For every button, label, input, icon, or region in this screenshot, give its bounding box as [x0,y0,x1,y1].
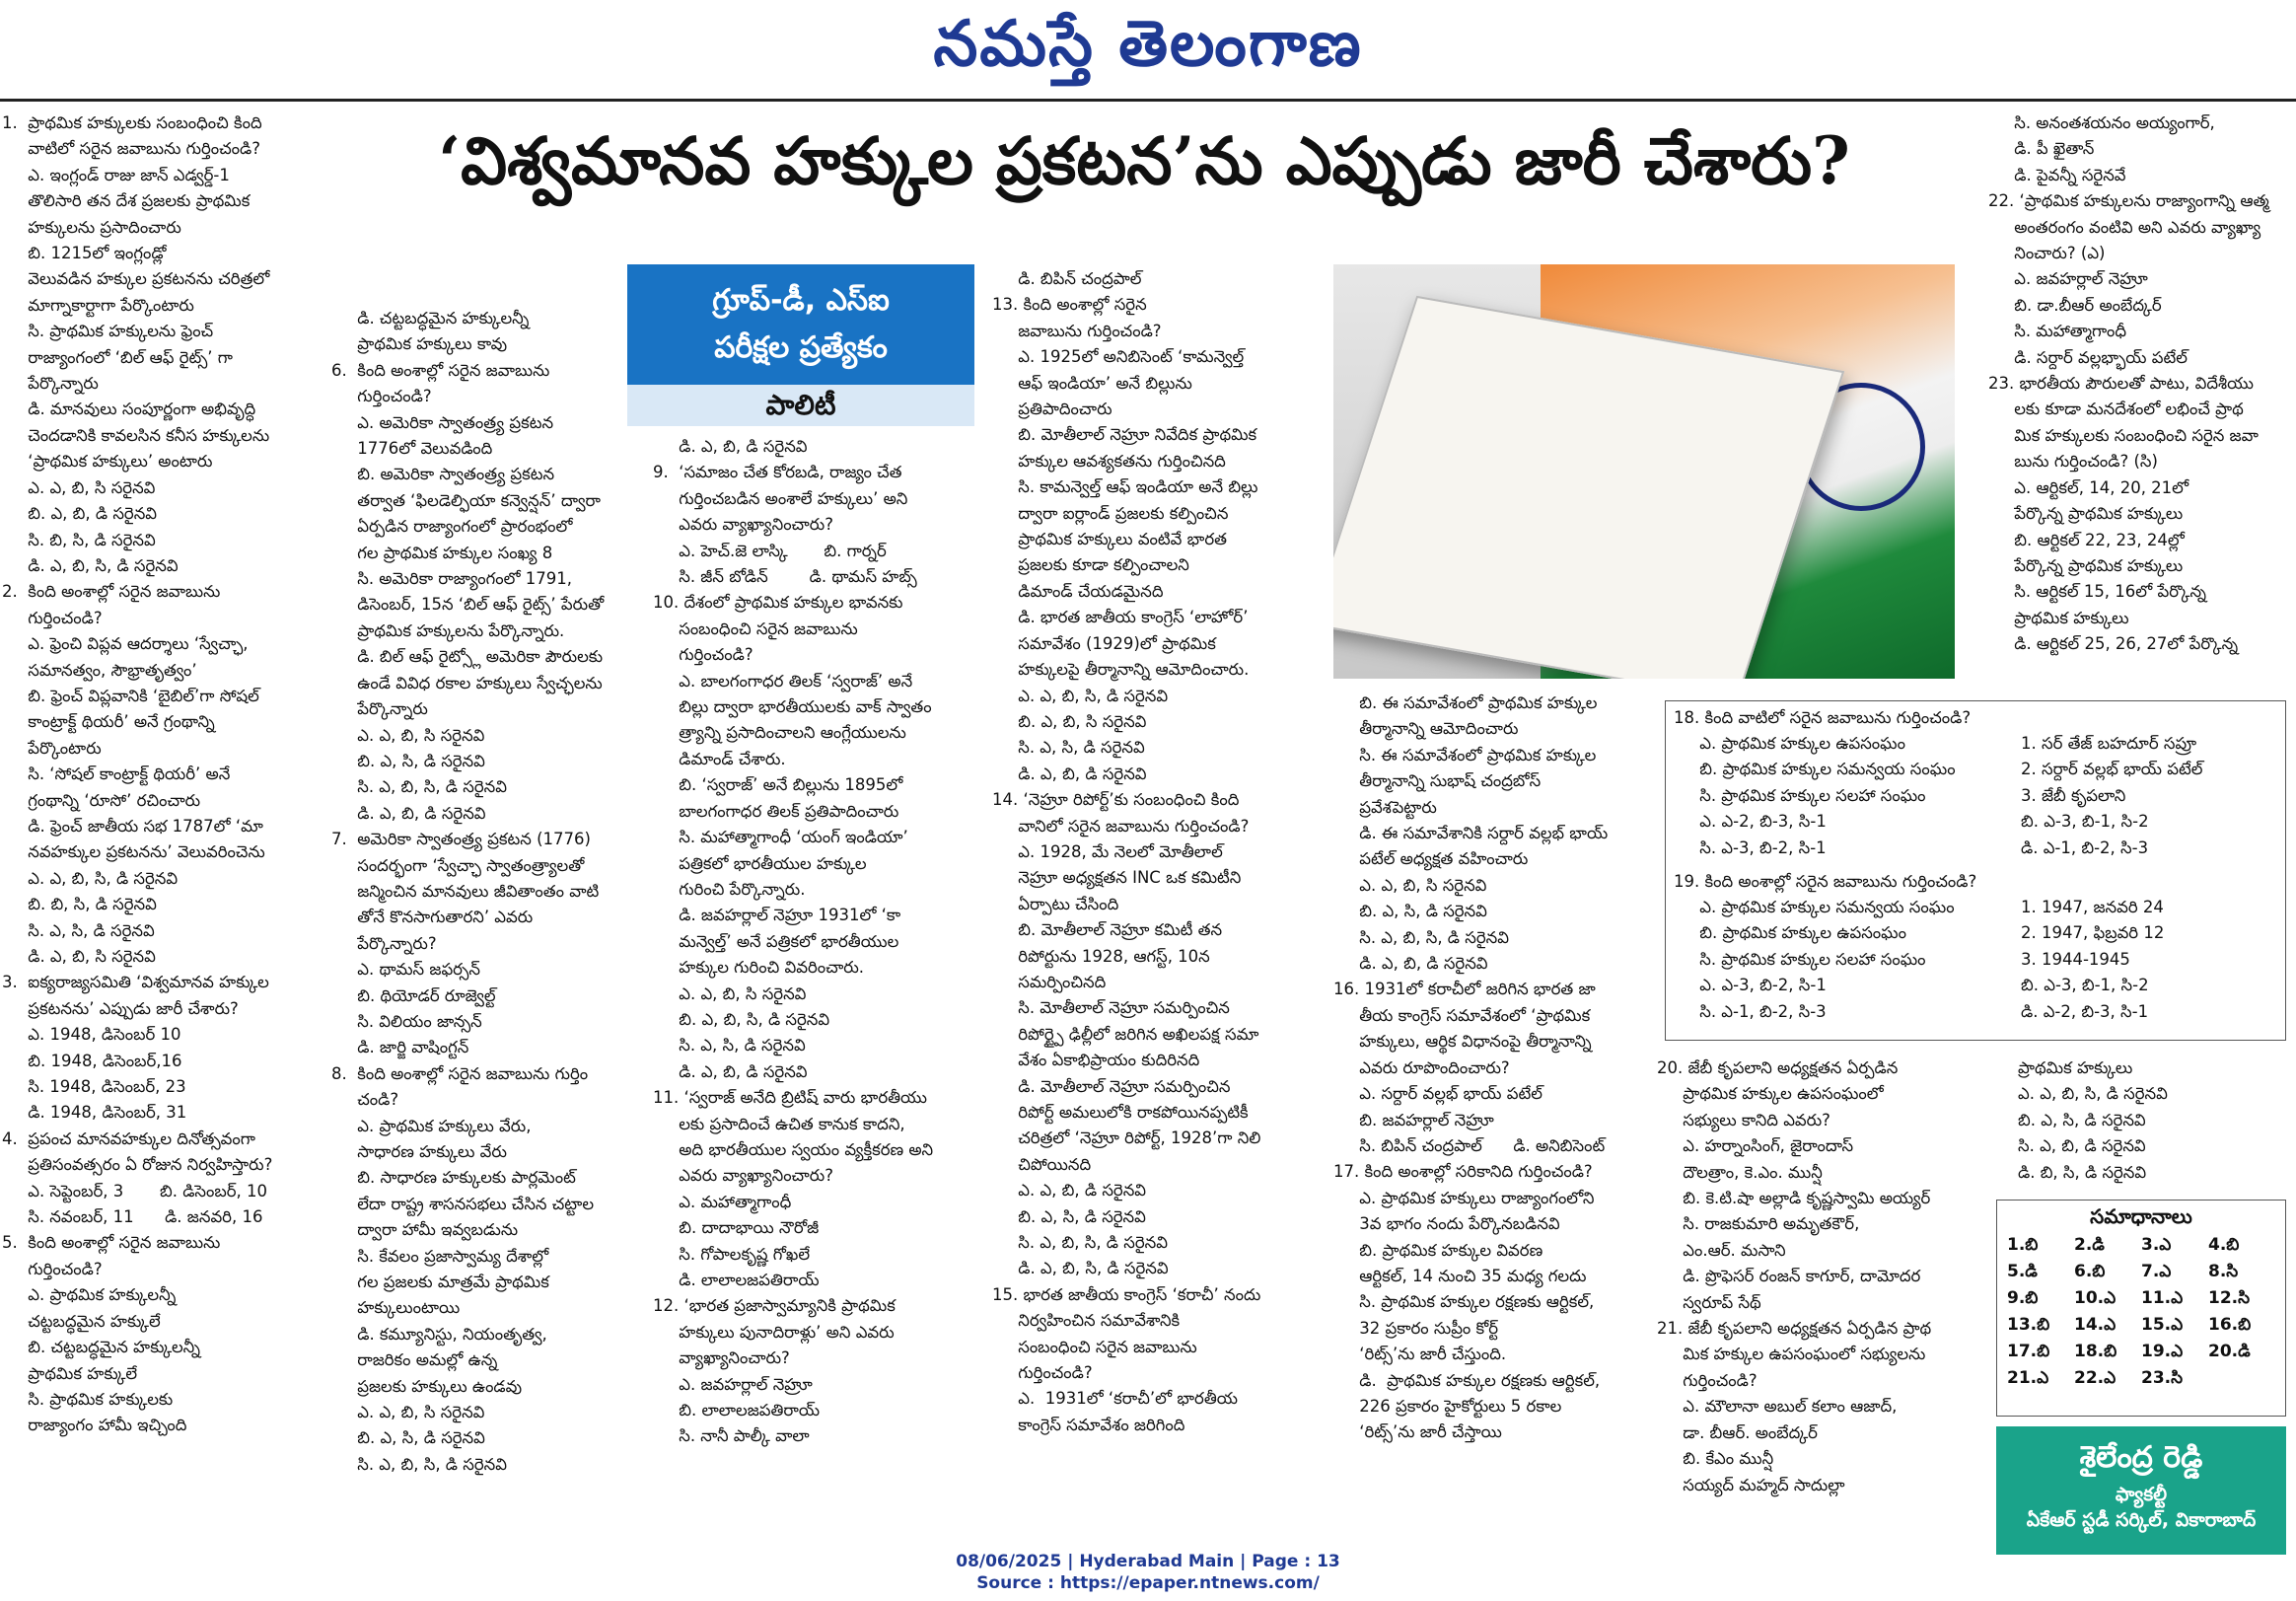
answer-item: 6.బి [2074,1262,2106,1281]
answer-item: 23.సి [2141,1368,2184,1388]
column-3: డి. ఎ, బి, డి సరైనవి 9. ‘సమాజం చేత కోరబడి, రాజ్యం చేత గుర్తించబడిన అంశాలే హక్కులు’ అని ఎవరు వ్యాఖ్యానించారు? ఎ. హెచ్.జె లాస్కి బి. గార్నర్ సి. జీన్ బోడిన్ డి. థామస్ హబ్స్ 10. దేశంలో ప్రాథమిక హక్కుల భావనకు సంబంధించి సరైన జవాబును గుర్తించండి? ఎ. బాలగంగాధర తిలక్ ‘స్వరాజ్’ అనే బిల్లు ద్వారా భారతీయులకు వాక్ స్వాతం త్ర్యాన్ని ప్రసాదించాలని ఆంగ్లేయులను డిమాండ్ చేశారు. బి. ‘స్వరాజ్’ అనే బిల్లును 1895లో బాలగంగాధర తిలక్ ప్రతిపాదించారు సి. మహాత్మాగాంధీ ‘యంగ్ ఇండియా’ పత్రికలో భారతీయుల హక్కుల గురించి పేర్కొన్నారు. డి. జవహర్లాల్ నెహ్రూ 1931లో ‘కా మన్వెల్త్’ అనే పత్రికలో భారతీయుల హక్కుల గురించి వివరించారు. ఎ. ఎ, బి, సి సరైనవి బి. ఎ, బి, సి, డి సరైనవి సి. ఎ, సి, డి సరైనవి డి. ఎ, బి, డి సరైనవి 11. ‘స్వరాజ్ అనేది బ్రిటిష్ వారు భారతీయు లకు ప్రసాదించే ఉచిత కానుక కాదని, అది భారతీయుల స్వయం వ్యక్తీకరణ అని ఎవరు వ్యాఖ్యానించారు? ఎ. మహాత్మాగాంధీ బి. దాదాభాయి నౌరోజీ సి. గోపాలకృష్ణ గోఖలే డి. లాలాలజపతిరాయ్ 12. ‘భారత ప్రజాస్వామ్యానికి ప్రాథమిక హక్కులు పునాదిరాళ్లు’ అని ఎవరు వ్యాఖ్యానించారు? ఎ. జవహర్లాల్ నెహ్రూ బి. లాలాలజపతిరాయ్ సి. నానీ పాల్కీ వాలా [653,437,934,1446]
answer-item: 5.డి [2007,1262,2038,1281]
footer-edition: 08/06/2025 | Hyderabad Main | Page : 13 [956,1552,1340,1571]
q18-matches: 1. సర్ తేజ్ బహదూర్ సప్రూ 2. సర్దార్ వల్లభ్ భాయ్ పటేల్ 3. జేబీ కృపలాని బి. ఎ-3, బి-1, సి-2 డి. ఎ-1, బి-2, సి-3 [2021,734,2203,857]
answer-item: 11.ఎ [2141,1288,2184,1308]
answer-item: 4.బి [2208,1235,2240,1255]
q19-stem: 19. కింది అంశాల్లో సరైన జవాబును గుర్తించండి? [1674,872,1977,891]
question-18-19-box [1665,700,2286,1041]
answer-item: 13.బి [2007,1315,2050,1335]
column-8: ప్రాథమిక హక్కులు ఎ. ఎ, బి, సి, డి సరైనవి బి. ఎ, సి, డి సరైనవి సి. ఎ, బి, డి సరైనవి డి. బి, సి, డి సరైనవి [2018,1058,2168,1182]
masthead [0,0,2296,99]
q19-matches: 1. 1947, జనవరి 24 2. 1947, ఫిబ్రవరి 12 3. 1944-1945 బి. ఎ-3, బి-1, సి-2 డి. ఎ-2, బి-3, సి-1 [2021,898,2165,1021]
column-2: డి. చట్టబద్ధమైన హక్కులన్నీ ప్రాథమిక హక్కులు కావు 6. కింది అంశాల్లో సరైన జవాబును గుర్తించండి? ఎ. అమెరికా స్వాతంత్ర్య ప్రకటన 1776లో వెలువడింది బి. అమెరికా స్వాతంత్ర్య ప్రకటన తర్వాత ‘ఫిలడెల్ఫియా కన్వెన్షన్’ ద్వారా ఏర్పడిన రాజ్యాంగంలో ప్రారంభంలో గల ప్రాథమిక హక్కుల సంఖ్య 8 సి. అమెరికా రాజ్యాంగంలో 1791, డిసెంబర్, 15న ‘బిల్ ఆఫ్ రైట్స్’ పేరుతో ప్రాథమిక హక్కులను పేర్కొన్నారు. డి. బిల్ ఆఫ్ రైట్స్లో అమెరికా పౌరులకు ఉండే వివిధ రకాల హక్కులు స్వేచ్ఛలను పేర్కొన్నారు ఎ. ఎ, బి, సి సరైనవి బి. ఎ, సి, డి సరైనవి సి. ఎ, బి, సి, డి సరైనవి డి. ఎ, బి, డి సరైనవి 7. అమెరికా స్వాతంత్ర్య ప్రకటన (1776) సందర్భంగా ‘స్వేచ్ఛా స్వాతంత్ర్యాలతో జన్మించిన మానవులు జీవితాంతం వాటి తోనే కొనసాగుతారని’ ఎవరు పేర్కొన్నారు? ఎ. థామస్ జఫర్సన్ బి. థియోడర్ రూజ్వెల్ట్ సి. విలియం జాన్సన్ డి. జార్జి వాషింగ్టన్ 8. కింది అంశాల్లో సరైన జవాబును గుర్తిం చండి? ఎ. ప్రాథమిక హక్కులు వేరు, సాధారణ హక్కులు వేరు బి. సాధారణ హక్కులకు పార్లమెంట్ లేదా రాష్ట్ర శాసనసభలు చేసిన చట్టాల ద్వారా హామీ ఇవ్వబడును సి. కేవలం ప్రజాస్వామ్య దేశాల్లో గల ప్రజలకు మాత్రమే ప్రాథమిక హక్కులుంటాయి డి. కమ్యూనిస్టు, నియంతృత్వ, రాజరికం అమల్లో ఉన్న ప్రజలకు హక్కులు ఉండవు ఎ. ఎ, బి, సి సరైనవి బి. ఎ, సి, డి సరైనవి సి. ఎ, బి, సి, డి సరైనవి [331,309,605,1474]
answer-item: 18.బి [2074,1342,2117,1361]
q18-stem: 18. కింది వాటిలో సరైన జవాబును గుర్తించండి? [1674,708,1972,727]
column-4: డి. బిపిన్ చంద్రపాల్ 13. కింది అంశాల్లో సరైన జవాబును గుర్తించండి? ఎ. 1925లో అనిబిసెంట్ ‘కామన్వెల్త్ ఆఫ్ ఇండియా’ అనే బిల్లును ప్రతిపాదించారు బి. మోతీలాల్ నెహ్రూ నివేదిక ప్రాథమిక హక్కుల ఆవశ్యకతను గుర్తించినది సి. కామన్వెల్త్ ఆఫ్ ఇండియా అనే బిల్లు ద్వారా ఐర్లాండ్ ప్రజలకు కల్పించిన ప్రాథమిక హక్కులు వంటివే భారత ప్రజలకు కూడా కల్పించాలని డిమాండ్ చేయడమైనది డి. భారత జాతీయ కాంగ్రెస్ ‘లాహోర్’ సమావేశం (1929)లో ప్రాథమిక హక్కులపై తీర్మానాన్ని ఆమోదించారు. ఎ. ఎ, బి, సి, డి సరైనవి బి. ఎ, బి, సి సరైనవి సి. ఎ, సి, డి సరైనవి డి. ఎ, బి, డి సరైనవి 14. ‘నెహ్రూ రిపోర్ట్’కు సంబంధించి కింది వానిలో సరైన జవాబును గుర్తించండి? ఎ. 1928, మే నెలలో మోతీలాల్ నెహ్రూ అధ్యక్షతన INC ఒక కమిటీని ఏర్పాటు చేసింది బి. మోతీలాల్ నెహ్రూ కమిటీ తన రిపోర్టును 1928, ఆగస్ట్, 10న సమర్పించినది సి. మోతీలాల్ నెహ్రూ సమర్పించిన రిపోర్ట్పై ఢిల్లీలో జరిగిన అఖిలపక్ష సమా వేశం ఏకాభిప్రాయం కుదిరినది డి. మోతీలాల్ నెహ్రూ సమర్పించిన రిపోర్ట్ అమలులోకి రాకపోయినప్పటికీ చరిత్రలో ‘నెహ్రూ రిపోర్ట్, 1928’గా నిలి చిపోయినది ఎ. ఎ, బి, డి సరైనవి బి. ఎ, సి, డి సరైనవి సి. ఎ, బి, సి, డి సరైనవి డి. ఎ, బి, సి, డి సరైనవి 15. భారత జాతీయ కాంగ్రెస్ ‘కరాచీ’ నందు నిర్వహించిన సమావేశానికి సంబంధించి సరైన జవాబును గుర్తించండి? ఎ. 1931లో ‘కరాచీ’లో భారతీయ కాంగ్రెస్ సమావేశం జరిగింది [992,269,1261,1434]
q19-options: ఎ. ప్రాథమిక హక్కుల సమన్వయ సంఘం బి. ప్రాథమిక హక్కుల ఉపసంఘం సి. ప్రాథమిక హక్కుల సలహా సంఘం ఎ. ఎ-3, బి-2, సి-1 సి. ఎ-1, బి-2, సి-3 [1699,898,1955,1021]
section-box-line2: పరీక్షల ప్రత్యేకం [714,330,888,365]
answer-item: 16.బి [2208,1315,2252,1335]
section-box-line1: గ్రూప్-డీ, ఎస్ఐ [712,283,890,318]
q18-options: ఎ. ప్రాథమిక హక్కుల ఉపసంఘం బి. ప్రాథమిక హక్కుల సమన్వయ సంఘం సి. ప్రాథమిక హక్కుల సలహా సంఘం ఎ. ఎ-2, బి-3, సి-1 సి. ఎ-3, బి-2, సి-1 [1699,734,1956,857]
footer-source: Source : https://epaper.ntnews.com/ [976,1573,1320,1593]
answer-item: 9.బి [2007,1288,2039,1308]
answer-item: 12.సి [2208,1288,2251,1308]
masthead-logo: నమస్తే తెలంగాణ [933,7,1363,81]
constitution-book-image [1333,264,1955,679]
answer-item: 3.ఎ [2141,1235,2172,1255]
section-box-title [627,264,974,385]
answer-item: 17.బి [2007,1342,2050,1361]
answers-title: సమాధానాలు [2090,1204,2192,1228]
author-box [1996,1426,2286,1555]
answer-item: 10.ఎ [2074,1288,2117,1308]
author-role: ఫ్యాకల్టీ [2115,1484,2168,1505]
answer-item: 8.సి [2208,1262,2239,1281]
author-name: శైలేంద్ర రెడ్డి [2079,1440,2203,1475]
headline: ‘విశ్వమానవ హక్కుల ప్రకటన’ను ఎప్పుడు జారీ చేశారు? [438,122,1850,199]
section-box [627,264,974,424]
answer-item: 7.ఎ [2141,1262,2172,1281]
answer-item: 15.ఎ [2141,1315,2184,1335]
answers-box [1996,1200,2286,1417]
page-footer [0,1551,2296,1594]
masthead-rule [0,99,2296,102]
answer-item: 20.డి [2208,1342,2251,1361]
column-6: 20. జేబీ కృపలాని అధ్యక్షతన ఏర్పడిన ప్రాథమిక హక్కుల ఉపసంఘంలో సభ్యులు కానిది ఎవరు? ఎ. హర్నాంసింగ్, జైరాందాస్ దౌలత్రాం, కె.ఎం. మున్షీ బి. కె.టి.షా అల్లాడి కృష్ణస్వామి అయ్యర్ సి. రాజకుమారి అమృతకౌర్, ఎం.ఆర్. మసాని డి. ప్రొఫెసర్ రంజన్ కాగూర్, దామోదర స్వరూప్ సేథ్ 21. జేబీ కృపలాని అధ్యక్షతన ఏర్పడిన ప్రాథ మిక హక్కుల ఉపసంఘంలో సభ్యులను గుర్తించండి? ఎ. మౌలానా అబుల్ కలాం ఆజాద్, డా. బీఆర్. అంబేద్కర్ బి. కేఎం మున్షీ సయ్యద్ మహ్మద్ సాదుల్లా [1657,1058,1932,1494]
answer-item: 14.ఎ [2074,1315,2117,1335]
answer-item: 2.డి [2074,1235,2105,1255]
answer-item: 1.బి [2007,1235,2039,1255]
column-5: బి. ఈ సమావేశంలో ప్రాథమిక హక్కుల తీర్మానాన్ని ఆమోదించారు సి. ఈ సమావేశంలో ప్రాథమిక హక్కుల తీర్మానాన్ని సుభాష్ చంద్రబోస్ ప్రవేశపెట్టారు డి. ఈ సమావేశానికి సర్దార్ వల్లభ్ భాయ్ పటేల్ అధ్యక్షత వహించారు ఎ. ఎ, బి, సి సరైనవి బి. ఎ, సి, డి సరైనవి సి. ఎ, బి, సి, డి సరైనవి డి. ఎ, బి, డి సరైనవి 16. 1931లో కరాచీలో జరిగిన భారత జా తీయ కాంగ్రెస్ సమావేశంలో ‘ప్రాథమిక హక్కులు, ఆర్థిక విధానంపై తీర్మానాన్ని ఎవరు రూపొందించారు? ఎ. సర్దార్ వల్లభ్ భాయ్ పటేల్ బి. జవహర్లాల్ నెహ్రూ సి. బిపిన్ చంద్రపాల్ డి. అనిబిసెంట్ 17. కింది అంశాల్లో సరికానిది గుర్తించండి? ఎ. ప్రాథమిక హక్కులు రాజ్యాంగంలోని 3వ భాగం నందు పేర్కొనబడినవి బి. ప్రాథమిక హక్కుల వివరణ ఆర్టికల్, 14 నుంచి 35 మధ్య గలదు సి. ప్రాథమిక హక్కుల రక్షణకు ఆర్టికల్, 32 ప్రకారం సుప్రీం కోర్ట్ ‘రిట్స్’ను జారీ చేస్తుంది. డి. ప్రాథమిక హక్కుల రక్షణకు ఆర్టికల్, 226 ప్రకారం హైకోర్టులు 5 రకాల ‘రిట్స్’ను జారీ చేస్తాయి [1333,693,1609,1442]
answer-item: 19.ఎ [2141,1342,2184,1361]
answer-item: 21.ఎ [2007,1368,2049,1388]
column-7: సి. అనంతశయనం అయ్యంగార్, డి. పీ ఖైతాన్ డి. పైవన్నీ సరైనవే 22. ‘ప్రాథమిక హక్కులను రాజ్యాంగాన్ని ఆత్మ అంతరంగం వంటివి అని ఎవరు వ్యాఖ్యా నించారు? (ఎ) ఎ. జవహర్లాల్ నెహ్రూ బి. డా.బీఆర్ అంబేద్కర్ సి. మహాత్మాగాంధీ డి. సర్దార్ వల్లభ్భాయ్ పటేల్ 23. భారతీయ పౌరులతో పాటు, విదేశీయు లకు కూడా మనదేశంలో లభించే ప్రాథ మిక హక్కులకు సంబంధించి సరైన జవా బును గుర్తించండి? (సి) ఎ. ఆర్టికల్, 14, 20, 21లో పేర్కొన్న ప్రాథమిక హక్కులు బి. ఆర్టికల్ 22, 23, 24ల్లో పేర్కొన్న ప్రాథమిక హక్కులు సి. ఆర్టికల్ 15, 16లో పేర్కొన్న ప్రాథమిక హక్కులు డి. ఆర్టికల్ 25, 26, 27లో పేర్కొన్న [1988,113,2269,654]
column-1: 1. ప్రాథమిక హక్కులకు సంబంధించి కింది వాటిలో సరైన జవాబును గుర్తించండి? ఎ. ఇంగ్లండ్ రాజు జాన్ ఎడ్వర్డ్-1 తొలిసారి తన దేశ ప్రజలకు ప్రాథమిక హక్కులను ప్రసాదించారు బి. 1215లో ఇంగ్లండ్లో వెలువడిన హక్కుల ప్రకటనను చరిత్రలో మాగ్నాకార్టాగా పేర్కొంటారు సి. ప్రాథమిక హక్కులను ఫ్రెంచ్ రాజ్యాంగంలో ‘బిల్ ఆఫ్ రైట్స్’ గా పేర్కొన్నారు డి. మానవులు సంపూర్ణంగా అభివృద్ధి చెందడానికి కావలసిన కనీస హక్కులను ‘ప్రాథమిక హక్కులు’ అంటారు ఎ. ఎ, బి, సి సరైనవి బి. ఎ, బి, డి సరైనవి సి. బి, సి, డి సరైనవి డి. ఎ, బి, సి, డి సరైనవి 2. కింది అంశాల్లో సరైన జవాబును గుర్తించండి? ఎ. ఫ్రెంచి విప్లవ ఆదర్శాలు ‘స్వేచ్ఛా, సమానత్వం, సౌభ్రాతృత్వం’ బి. ఫ్రెంచ్ విప్లవానికి ‘బైబిల్’గా సోషల్ కాంట్రాక్ట్ థియరీ’ అనే గ్రంథాన్ని పేర్కొంటారు సి. ‘సోషల్ కాంట్రాక్ట్ థియరీ’ అనే గ్రంథాన్ని ‘రూసో’ రచించారు డి. ఫ్రెంచ్ జాతీయ సభ 1787లో ‘మా నవహక్కుల ప్రకటనను’ వెలువరించెను ఎ. ఎ, బి, సి, డి సరైనవి బి. బి, సి, డి సరైనవి సి. ఎ, సి, డి సరైనవి డి. ఎ, బి, సి సరైనవి 3. ఐక్యరాజ్యసమితి ‘విశ్వమానవ హక్కుల ప్రకటనను’ ఎప్పుడు జారీ చేశారు? ఎ. 1948, డిసెంబర్ 10 బి. 1948, డిసెంబర్,16 సి. 1948, డిసెంబర్, 23 డి. 1948, డిసెంబర్, 31 4. ప్రపంచ మానవహక్కుల దినోత్సవంగా ప్రతిసంవత్సరం ఏ రోజున నిర్వహిస్తారు? ఎ. సెప్టెంబర్, 3 బి. డిసెంబర్, 10 సి. నవంబర్, 11 డి. జనవరి, 16 5. కింది అంశాల్లో సరైన జవాబును గుర్తించండి? ఎ. ప్రాథమిక హక్కులన్నీ చట్టబద్ధమైన హక్కులే బి. చట్టబద్ధమైన హక్కులన్నీ ప్రాథమిక హక్కులే సి. ప్రాథమిక హక్కులకు రాజ్యాంగం హామీ ఇచ్చింది [2,113,273,1435]
answers-grid [1997,1232,2285,1392]
answer-item: 22.ఎ [2074,1368,2117,1388]
author-org: ఏకేఆర్ స్టడీ సర్కిల్, వికారాబాద్ [2026,1509,2257,1531]
section-box-subject: పాలిటీ [627,385,974,426]
